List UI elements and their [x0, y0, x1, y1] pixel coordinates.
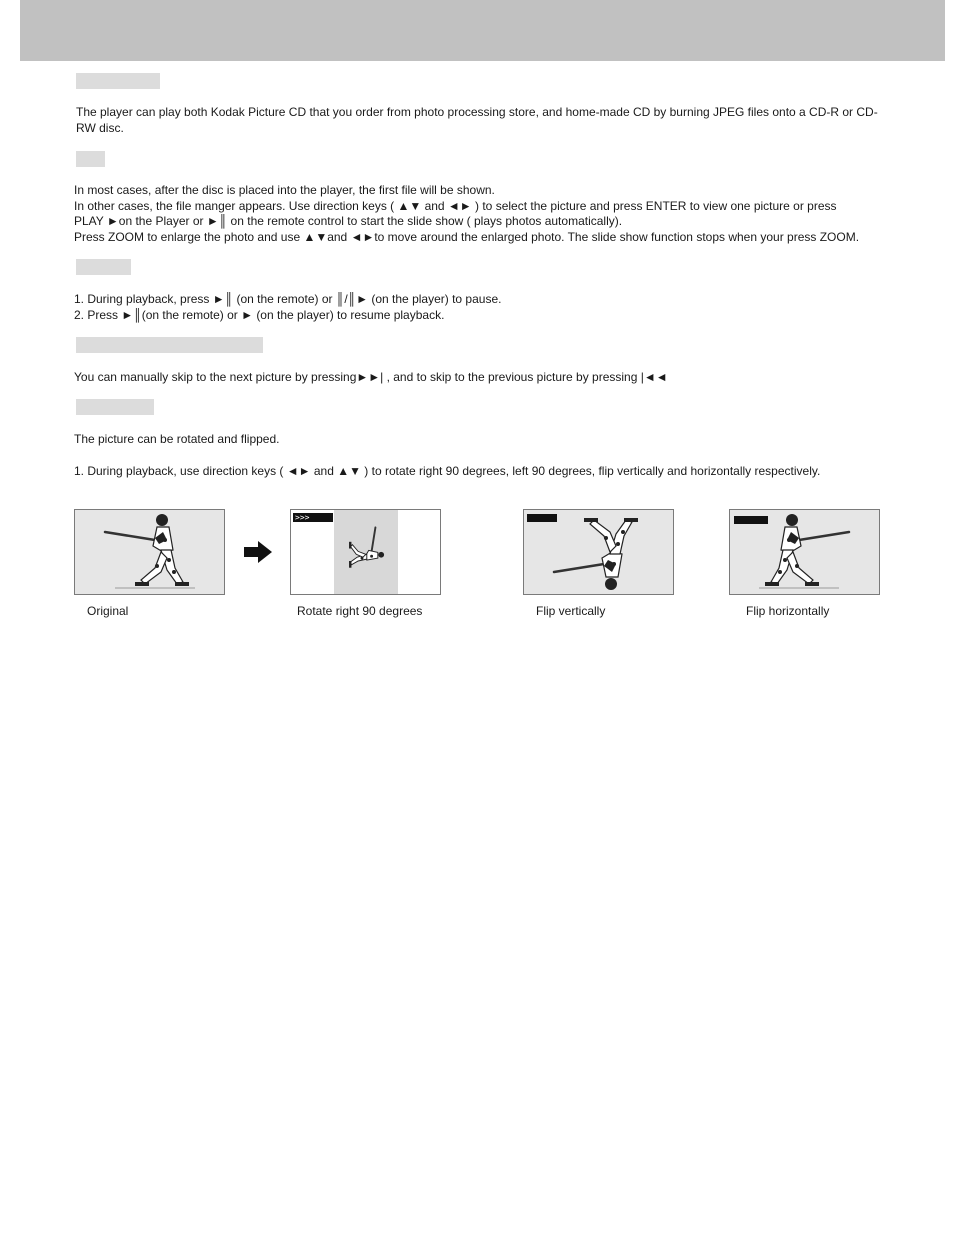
- play-line-2: In other cases, the file manger appears. Use direction keys ( ▲▼ and ◄► ) to select the picture and press ENTER to view one picture or press: [74, 199, 837, 213]
- batter-rotated-image: [291, 510, 440, 594]
- osd-flip-horizontal-label: [734, 516, 768, 524]
- pause-line-2: 2. Press ►║(on the remote) or ► (on the player) to resume playback.: [74, 308, 445, 322]
- caption-flip-horizontal: Flip horizontally: [746, 604, 830, 618]
- right-arrow-icon: [244, 541, 272, 563]
- figure-flip-horizontal: [729, 509, 880, 595]
- rotate-line-2: 1. During playback, use direction keys ( ◄► and ▲▼ ) to rotate right 90 degrees, left 90 degrees, flip vertically and horizontally respectively.: [74, 464, 821, 478]
- caption-rotate-right: Rotate right 90 degrees: [297, 604, 423, 618]
- figure-rotate-right: [290, 509, 441, 595]
- section-heading-skip: [76, 337, 263, 353]
- section-heading-picture-cd: [76, 73, 160, 89]
- caption-original: Original: [87, 604, 129, 618]
- osd-flip-vertical-label: [527, 514, 557, 522]
- play-line-1: In most cases, after the disc is placed into the player, the first file will be shown.: [74, 183, 495, 197]
- pause-line-1: 1. During playback, press ►║ (on the remote) or ║/║► (on the player) to pause.: [74, 292, 502, 306]
- figure-original: [74, 509, 225, 595]
- play-line-4: Press ZOOM to enlarge the photo and use ▲▼and ◄►to move around the enlarged photo. The slide show function stops when your press ZOOM.: [74, 230, 860, 244]
- caption-flip-vertical: Flip vertically: [536, 604, 606, 618]
- batter-flipped-vertical-image: [524, 510, 673, 594]
- play-line-3: PLAY ►on the Player or ►║ on the remote control to start the slide show ( plays photos automatically).: [74, 214, 623, 228]
- figure-flip-vertical: [523, 509, 674, 595]
- section-heading-play: [76, 151, 105, 167]
- section-heading-rotate: [76, 399, 154, 415]
- osd-rotate-label: >>>: [293, 513, 333, 522]
- skip-line-1: You can manually skip to the next picture by pressing►►| , and to skip to the previous picture by pressing |◄◄: [74, 370, 668, 384]
- section-heading-pause: [76, 259, 131, 275]
- batter-original-image: [75, 510, 224, 594]
- intro-text: The player can play both Kodak Picture CD that you order from photo processing store, and home-made CD by burning JPEG files onto a CD-R or CD-RW disc.: [76, 105, 878, 135]
- header-bar: [20, 0, 945, 61]
- rotate-line-1: The picture can be rotated and flipped.: [74, 432, 280, 446]
